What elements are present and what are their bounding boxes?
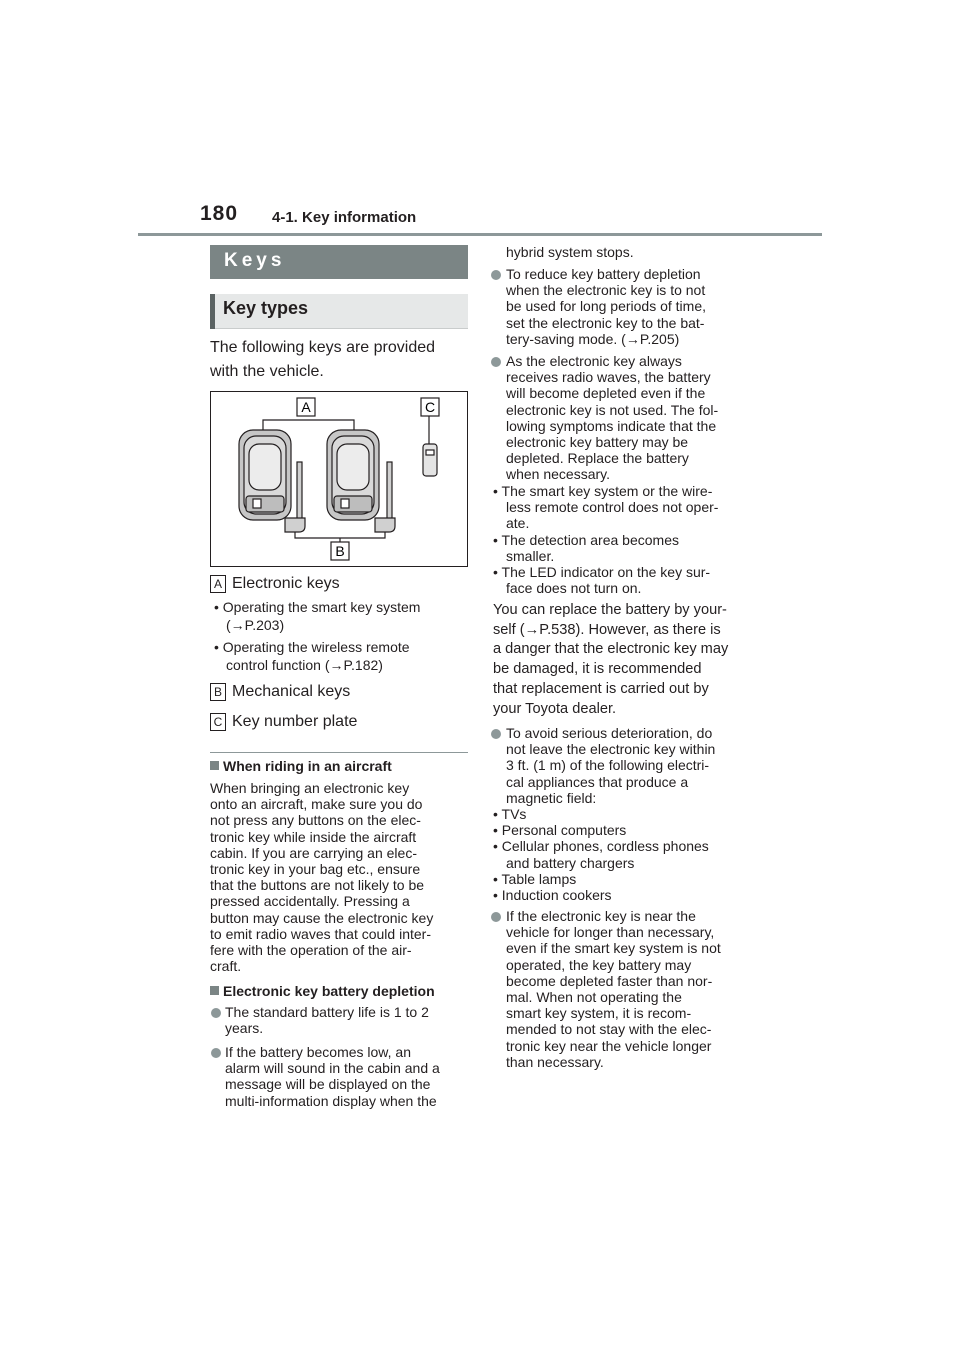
text-line: cal appliances that produce a <box>506 773 689 790</box>
sub-line: • Operating the wireless remote <box>214 639 410 655</box>
legend-a-sub-1 <box>214 598 420 634</box>
key-illustration <box>210 391 468 567</box>
text-line: If the electronic key is near the <box>506 908 696 924</box>
square-bullet-icon <box>210 986 219 995</box>
text-line: tronic key while inside the aircraft <box>210 828 417 845</box>
text-line: depleted. Replace the battery <box>506 450 689 467</box>
text-line: 3 ft. (1 m) of the following electri- <box>506 757 710 774</box>
text-line: mended to not stay with the elec- <box>506 1021 712 1038</box>
divider <box>210 752 468 753</box>
list-item: less remote control does not oper- <box>506 499 719 516</box>
aircraft-heading-text: When riding in an aircraft <box>223 758 392 774</box>
sub-line: (→P.203) <box>226 617 285 633</box>
text-line: alarm will sound in the cabin and a <box>225 1060 440 1077</box>
depletion-bullet-2 <box>225 1044 440 1109</box>
appliances-list <box>493 806 709 903</box>
list-item: • Induction cookers <box>493 887 612 904</box>
intro-text <box>210 336 435 384</box>
keys-banner-title: Keys <box>224 250 286 271</box>
bullet-icon <box>491 912 501 922</box>
label-b-box <box>331 542 349 560</box>
text-line: will become depleted even if the <box>506 385 706 402</box>
legend-c <box>210 713 357 731</box>
text-line: lowing symptoms indicate that the <box>506 417 717 434</box>
continued-text: hybrid system stops. <box>506 244 634 260</box>
text-line: To reduce key battery depletion <box>506 266 701 282</box>
text-line: message will be displayed on the <box>225 1076 431 1093</box>
text-line: When bringing an electronic key <box>210 780 410 796</box>
text-line: smart key system, it is recom- <box>506 1005 692 1022</box>
legend-b-label: B <box>210 683 226 701</box>
list-item: • Personal computers <box>493 822 627 839</box>
text-line: cabin. If you are carrying an elec- <box>210 844 417 861</box>
text-line: pressed accidentally. Pressing a <box>210 893 410 910</box>
label-c-box <box>421 398 439 416</box>
near-vehicle-bullet <box>506 908 721 1070</box>
label-a-box <box>297 398 315 416</box>
text-line: a danger that the electronic key may <box>493 641 729 658</box>
sub-line: control function (→P.182) <box>226 657 383 673</box>
legend-c-text: Key number plate <box>232 713 358 731</box>
list-item: • The smart key system or the wire- <box>493 483 713 499</box>
text-line: operated, the key battery may <box>506 956 692 973</box>
text-line: To avoid serious deterioration, do <box>506 725 713 741</box>
depletion-bullet-1 <box>225 1004 429 1036</box>
depletion-heading-text: Electronic key battery depletion <box>223 983 435 999</box>
bullet-icon <box>211 1008 221 1018</box>
list-item: • Table lamps <box>493 870 577 887</box>
text-line: multi-information display when the <box>225 1092 437 1109</box>
banner-accent-bar <box>210 294 215 329</box>
text-line: years. <box>225 1020 264 1037</box>
text-line: tronic key in your bag etc., ensure <box>210 861 421 878</box>
text-line: electronic key is not used. The fol- <box>506 401 719 418</box>
list-item: • The detection area becomes <box>493 531 679 548</box>
text-line: be used for long periods of time, <box>506 298 707 315</box>
key-number-plate <box>423 444 437 476</box>
text-line: when the electronic key is to not <box>506 282 706 299</box>
header-rule <box>138 233 822 236</box>
section-title: 4-1. Key information <box>272 209 417 226</box>
text-line: vehicle for longer than necessary, <box>506 924 715 941</box>
list-item: smaller. <box>506 547 555 564</box>
symptoms-list <box>493 483 718 596</box>
key-types-title: Key types <box>223 298 309 318</box>
bullet-icon <box>491 270 501 280</box>
text-line: tery-saving mode. (→P.205) <box>506 330 680 347</box>
battery-saving-bullet <box>506 266 706 347</box>
list-item: face does not turn on. <box>506 580 642 597</box>
text-line: You can replace the battery by your- <box>493 602 727 618</box>
legend-a-label: A <box>210 575 226 593</box>
intro-line: with the vehicle. <box>210 363 324 380</box>
square-bullet-icon <box>210 761 219 770</box>
bullet-icon <box>491 357 501 367</box>
text-line: magnetic field: <box>506 789 597 806</box>
list-item: and battery chargers <box>506 854 635 871</box>
keys-banner <box>210 245 468 279</box>
text-line: not leave the electronic key within <box>506 741 716 758</box>
intro-line: The following keys are provided <box>210 339 436 356</box>
text-line: be damaged, it is recommended <box>493 661 702 678</box>
legend-c-label: C <box>210 713 226 731</box>
label-a: A <box>301 399 311 415</box>
text-line: self (→P.538). However, as there is <box>493 621 721 638</box>
depletion-heading <box>210 983 435 999</box>
legend-a-text: Electronic keys <box>232 575 340 593</box>
text-line: fere with the operation of the air- <box>210 942 412 959</box>
replacement-paragraph <box>493 601 728 719</box>
legend-a-sub-2 <box>214 638 410 674</box>
aircraft-heading <box>210 758 392 774</box>
text-line: even if the smart key system is not <box>506 940 721 957</box>
text-line: electronic key battery may be <box>506 434 689 451</box>
list-item: ate. <box>506 515 530 532</box>
legend-b <box>210 683 350 701</box>
text-line: The standard battery life is 1 to 2 <box>225 1004 429 1020</box>
text-line: craft. <box>210 958 242 975</box>
text-line: your Toyota dealer. <box>493 700 617 717</box>
text-line: that replacement is carried out by <box>493 680 709 697</box>
bullet-icon <box>211 1048 221 1058</box>
smart-key-fob-left <box>239 430 291 520</box>
text-line: button may cause the electronic key <box>210 909 434 926</box>
keys-diagram <box>211 392 467 566</box>
list-item: • TVs <box>493 806 527 822</box>
text-line: that the buttons are not likely to be <box>210 877 425 894</box>
text-line: onto an aircraft, make sure you do <box>210 796 423 813</box>
page-number: 180 <box>200 202 239 225</box>
text-line: become depleted faster than nor- <box>506 972 713 989</box>
legend-b-text: Mechanical keys <box>232 683 351 701</box>
bullet-icon <box>491 729 501 739</box>
text-line: If the battery becomes low, an <box>225 1044 411 1060</box>
text-line: receives radio waves, the battery <box>506 369 711 386</box>
text-line: tronic key near the vehicle longer <box>506 1037 712 1054</box>
text-line: to emit radio waves that could inter- <box>210 925 431 942</box>
list-item: • The LED indicator on the key sur- <box>493 564 711 581</box>
text-line: than necessary. <box>506 1053 604 1070</box>
smart-key-fob-right <box>327 430 379 520</box>
text-line: not press any buttons on the elec- <box>210 812 421 829</box>
aircraft-body <box>210 780 433 974</box>
key-types-banner <box>210 294 468 329</box>
list-item: • Cellular phones, cordless phones <box>493 838 709 855</box>
label-b: B <box>335 543 345 559</box>
label-c: C <box>424 399 436 415</box>
radio-waves-bullet <box>506 353 718 483</box>
text-line: when necessary. <box>506 466 611 483</box>
text-line: As the electronic key always <box>506 353 682 369</box>
text-line: mal. When not operating the <box>506 989 682 1006</box>
deterioration-bullet <box>506 725 715 806</box>
sub-line: • Operating the smart key system <box>214 599 421 615</box>
legend-a <box>210 575 340 593</box>
text-line: set the electronic key to the bat- <box>506 314 705 331</box>
